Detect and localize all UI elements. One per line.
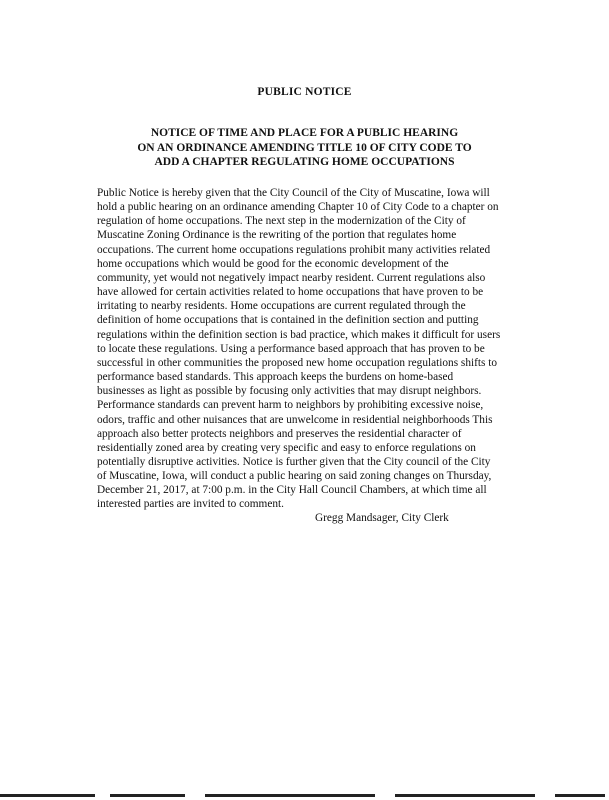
subtitle-line: NOTICE OF TIME AND PLACE FOR A PUBLIC HEARING: [150, 127, 459, 139]
scan-edge-mark: [110, 794, 185, 797]
body-line: performance based standards. This approach keeps the burdens on home-based: [97, 371, 454, 384]
body-line: occupations. The current home occupations regulations prohibit many activities related: [97, 243, 491, 256]
body-line: to locate these regulations. Using a performance based approach that has proven to be: [97, 342, 485, 355]
body-line: businesses as light as possible by focusing only activities that may disrupt neighbors.: [97, 385, 482, 398]
body-line: interested parties are invited to comment.: [97, 498, 284, 511]
body-line: Muscatine Zoning Ordinance is the rewriting of the portion that regulates home: [97, 229, 457, 242]
notice-body: [97, 186, 517, 512]
subtitle-line: ON AN ORDINANCE AMENDING TITLE 10 OF CITY CODE TO: [137, 141, 472, 154]
body-line: residentially zoned area by creating very specific and easy to enforce regulations on: [97, 441, 476, 454]
scan-edge-mark: [555, 794, 605, 797]
subtitle-line: ADD A CHAPTER REGULATING HOME OCCUPATIONS: [154, 156, 455, 168]
body-line: have allowed for certain activities related to home occupations that have proven to be: [97, 286, 484, 299]
body-line: successful in other communities the proposed new home occupation regulations shifts to: [97, 356, 498, 369]
body-line: definition of home occupations that is contained in the definition section and putting: [97, 314, 479, 327]
body-line: approach also better protects neighbors and preserves the residential character of: [97, 427, 462, 440]
body-line: home occupations which would be good for the economic development of the: [97, 257, 449, 270]
body-line: regulation of home occupations. The next step in the modernization of the City of: [97, 215, 466, 228]
body-line: Performance standards can prevent harm to neighbors by prohibiting excessive noise,: [97, 399, 484, 412]
signature-line: Gregg Mandsager, City Clerk: [315, 512, 449, 524]
scan-edge-mark: [205, 794, 375, 797]
body-line: irritating to nearby residents. Home occupations are current regulated through the: [97, 300, 466, 313]
scan-edge-mark: [0, 794, 95, 797]
body-line: odors, traffic and other nuisances that are unwelcome in residential neighborhoods This: [97, 413, 493, 426]
body-line: potentially disruptive activities. Notice is further given that the City council of the City: [97, 455, 491, 468]
body-line: hold a public hearing on an ordinance amending Chapter 10 of City Code to a chapter on: [97, 201, 499, 214]
body-line: December 21, 2017, at 7:00 p.m. in the City Hall Council Chambers, at which time all: [97, 484, 487, 497]
body-line: regulations within the definition section is bad practice, which makes it difficult for users: [97, 328, 501, 341]
body-line: Public Notice is hereby given that the City Council of the City of Muscatine, Iowa will: [97, 187, 490, 199]
scan-edge-mark: [395, 794, 535, 797]
notice-title: PUBLIC NOTICE: [257, 86, 352, 98]
notice-subtitle: [60, 126, 549, 170]
body-line: of Muscatine, Iowa, will conduct a public hearing on said zoning changes on Thursday,: [97, 470, 492, 483]
body-line: community, yet would not negatively impact nearby resident. Current regulations also: [97, 271, 486, 284]
